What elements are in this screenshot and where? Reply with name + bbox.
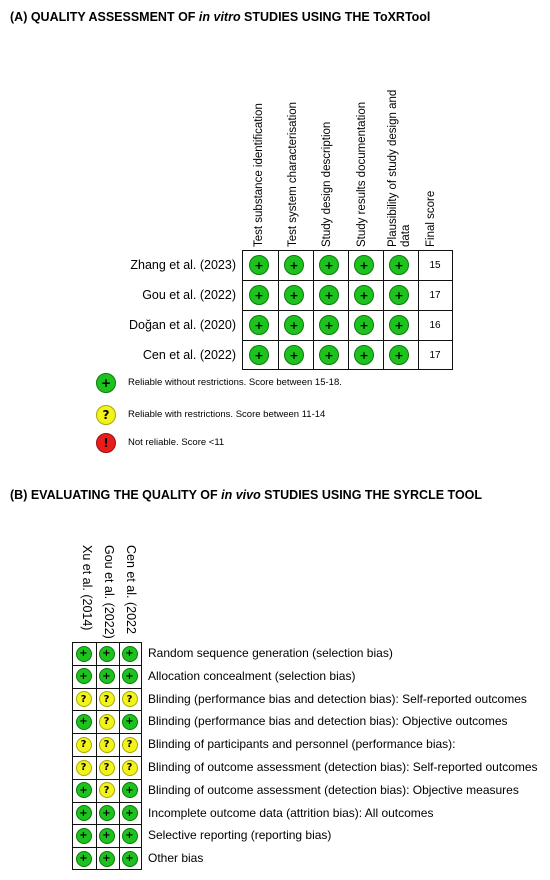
study-label: Doğan et al. (2020) [128, 318, 236, 332]
legend-symbol: ? [96, 405, 116, 425]
rating-symbol: + [284, 315, 304, 335]
risk-symbol: + [122, 782, 138, 798]
rating-symbol: + [389, 255, 409, 275]
rating-symbol: + [319, 315, 339, 335]
risk-symbol: + [99, 805, 115, 821]
rating-symbol: + [249, 285, 269, 305]
risk-symbol: ? [99, 760, 115, 776]
risk-symbol: ? [99, 691, 115, 707]
column-header-text: Plausibility of study design and [387, 89, 399, 247]
final-score: 15 [429, 260, 441, 271]
rating-symbol: + [284, 255, 304, 275]
risk-symbol: + [122, 668, 138, 684]
column-header-text: Final score [425, 190, 437, 247]
rating-symbol: + [319, 255, 339, 275]
risk-symbol: + [99, 851, 115, 867]
grid-line [73, 665, 141, 666]
legend-symbol: + [96, 373, 116, 393]
study-label: Zhang et al. (2023) [130, 258, 236, 272]
risk-symbol: ? [99, 714, 115, 730]
column-header-text: Study design description [321, 121, 333, 247]
study-header-text: Xu et al. (2014) [80, 545, 94, 631]
risk-symbol: + [122, 805, 138, 821]
section-a-title: (A) QUALITY ASSESSMENT OF in vitro STUDIES USING THE ToXRTool [10, 10, 431, 24]
grid-line [243, 310, 452, 311]
risk-symbol: ? [122, 760, 138, 776]
risk-symbol: ? [122, 737, 138, 753]
risk-symbol: ? [122, 691, 138, 707]
grid-line [73, 756, 141, 757]
final-score: 16 [429, 320, 441, 331]
risk-symbol: ? [76, 737, 92, 753]
grid-line [73, 802, 141, 803]
legend-label: Reliable without restrictions. Score between 15-18. [128, 377, 342, 388]
section-b-title: (B) EVALUATING THE QUALITY OF in vivo STUDIES USING THE SYRCLE TOOL [10, 488, 483, 502]
rating-symbol: + [354, 255, 374, 275]
risk-symbol: + [76, 668, 92, 684]
risk-symbol: + [122, 828, 138, 844]
risk-symbol: ? [76, 760, 92, 776]
risk-symbol: + [76, 782, 92, 798]
grid-line [73, 847, 141, 848]
risk-symbol: + [99, 646, 115, 662]
risk-symbol: + [76, 646, 92, 662]
grid-line [73, 688, 141, 689]
rating-symbol: + [249, 255, 269, 275]
column-header-text: Test substance identification [253, 103, 265, 247]
grid-line [243, 340, 452, 341]
bias-domain-label: Other bias [148, 851, 204, 866]
column-header-text: data [400, 224, 412, 247]
study-header-text: Cen et al. (2022 [124, 545, 138, 634]
risk-symbol: ? [99, 782, 115, 798]
rating-symbol: + [284, 285, 304, 305]
bias-domain-label: Blinding of outcome assessment (detection bias): Objective measures [148, 782, 519, 797]
bias-domain-label: Random sequence generation (selection bias) [148, 646, 393, 660]
bias-domain-label: Blinding (performance bias and detection bias): Self-reported outcomes [148, 691, 527, 706]
final-score: 17 [429, 290, 441, 301]
study-label: Cen et al. (2022) [142, 348, 236, 362]
legend-label: Reliable with restrictions. Score between 11-14 [128, 409, 326, 420]
rating-symbol: + [389, 345, 409, 365]
study-label: Gou et al. (2022) [142, 288, 236, 302]
column-header-text: Test system characterisation [287, 101, 299, 247]
bias-domain-label: Blinding of participants and personnel (performance bias): [148, 737, 456, 752]
risk-symbol: + [99, 828, 115, 844]
legend-symbol: ! [96, 433, 116, 453]
risk-symbol: + [122, 646, 138, 662]
bias-domain-label: Allocation concealment (selection bias) [148, 668, 356, 683]
rating-symbol: + [354, 345, 374, 365]
rating-symbol: + [249, 345, 269, 365]
grid-line [73, 733, 141, 734]
risk-symbol: + [76, 714, 92, 730]
rating-symbol: + [249, 315, 269, 335]
study-header [124, 545, 227, 634]
column-header-text: Study results documentation [356, 101, 368, 247]
final-score: 17 [429, 350, 441, 361]
bias-domain-label: Selective reporting (reporting bias) [148, 828, 332, 843]
bias-domain-label: Blinding of outcome assessment (detection bias): Self-reported outcomes [148, 760, 538, 774]
risk-symbol: + [122, 851, 138, 867]
rating-symbol: + [284, 345, 304, 365]
rating-symbol: + [389, 315, 409, 335]
grid-line [73, 710, 141, 711]
risk-symbol: + [76, 828, 92, 844]
risk-symbol: + [76, 851, 92, 867]
risk-symbol: + [122, 714, 138, 730]
grid-line [73, 824, 141, 825]
grid-line [73, 779, 141, 780]
bias-domain-label: Blinding (performance bias and detection bias): Objective outcomes [148, 714, 508, 729]
grid-line [243, 280, 452, 281]
rating-symbol: + [319, 285, 339, 305]
risk-symbol: + [99, 668, 115, 684]
bias-domain-label: Incomplete outcome data (attrition bias): All outcomes [148, 805, 434, 820]
risk-symbol: + [76, 805, 92, 821]
rating-symbol: + [354, 315, 374, 335]
risk-symbol: ? [76, 691, 92, 707]
study-header-text: Gou et al. (2022) [102, 545, 116, 639]
legend-label: Not reliable. Score <11 [128, 437, 225, 448]
rating-symbol: + [319, 345, 339, 365]
rating-symbol: + [354, 285, 374, 305]
risk-symbol: ? [99, 737, 115, 753]
rating-symbol: + [389, 285, 409, 305]
